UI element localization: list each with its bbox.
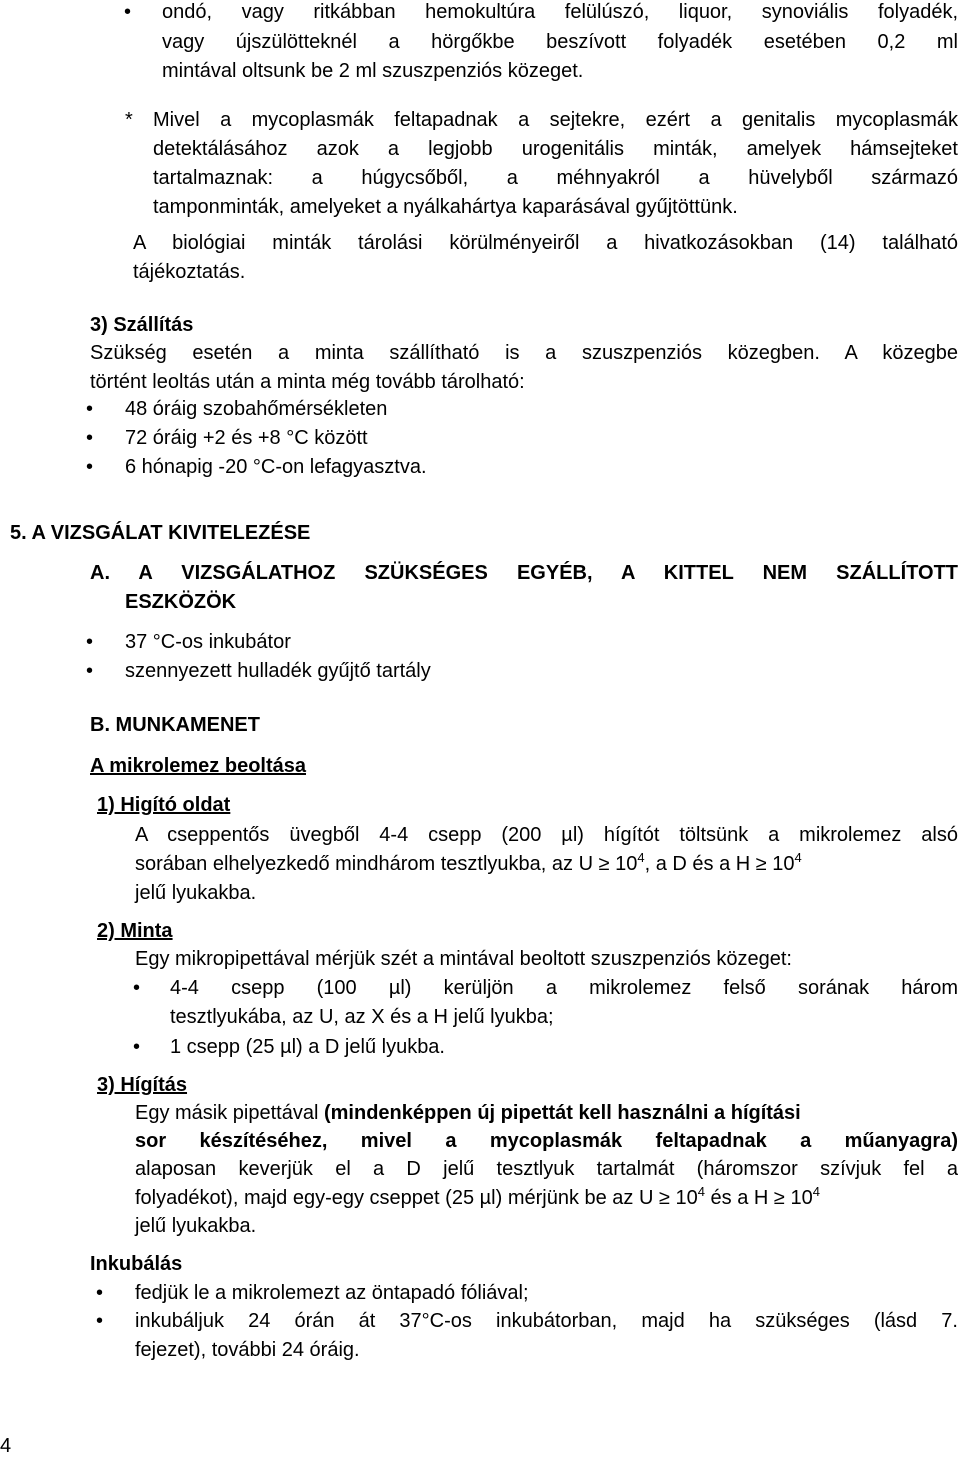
step-heading: 3) Hígítás: [97, 1074, 188, 1096]
text-fragment: sorában elhelyezkedő mindhárom tesztlyukba, az U ≥ 10: [135, 853, 638, 875]
list-item: 37 °C-os inkubátor: [125, 631, 291, 653]
text-line: mintával oltsunk be 2 ml szuszpenziós közeget.: [162, 60, 584, 82]
list-item-continuation: fejezet), további 24 óráig.: [135, 1339, 360, 1361]
text-line: detektálásához azok a legjobb urogenitális minták, amelyek hámsejteket: [153, 138, 958, 160]
text-line: A biológiai minták tárolási körülményeiről a hivatkozásokban (14) található: [133, 232, 958, 254]
text-fragment: Egy másik pipettával: [135, 1102, 324, 1124]
list-item: fedjük le a mikrolemezt az öntapadó fóliával;: [135, 1282, 529, 1304]
star-mark: *: [125, 109, 133, 131]
subsection-heading: B. MUNKAMENET: [90, 714, 260, 736]
text-line: alaposan keverjük el a D jelű tesztlyuk tartalmát (háromszor szívjuk fel a: [135, 1158, 958, 1180]
bullet-marker: [86, 426, 93, 450]
text-line: jelű lyukakba.: [135, 882, 257, 904]
bullet-marker: [86, 397, 93, 421]
list-item: 72 óráig +2 és +8 °C között: [125, 427, 368, 449]
section-heading: Inkubálás: [90, 1253, 183, 1275]
bullet-marker: [96, 1309, 103, 1333]
bullet-marker: [133, 976, 140, 1000]
text-fragment: folyadékot), majd egy-egy cseppet (25 µl) mérjünk be az U ≥ 10: [135, 1187, 698, 1209]
emphasis-text: (mindenképpen új pipettát kell használni a hígítási: [323, 1102, 801, 1124]
text-line: történt leoltás után a minta még tovább tárolható:: [90, 371, 525, 393]
procedure-heading: A mikrolemez beoltása: [90, 755, 307, 777]
step-heading: 2) Minta: [97, 920, 173, 942]
text-line: A cseppentős üvegből 4-4 csepp (200 µl) hígítót töltsünk a mikrolemez alsó: [135, 824, 958, 846]
text-line-with-exponents: [135, 852, 958, 876]
list-item: 48 óráig szobahőmérsékleten: [125, 398, 388, 420]
bullet-marker: [86, 455, 93, 479]
list-item: inkubáljuk 24 órán át 37°C-os inkubátorban, majd ha szükséges (lásd 7.: [135, 1310, 958, 1332]
text-line: vagy újszülötteknél a hörgőkbe beszívott folyadék esetében 0,2 ml: [162, 31, 958, 53]
page-number: 4: [0, 1435, 12, 1457]
list-item-continuation: tesztlyukába, az U, az X és a H jelű lyukba;: [170, 1006, 554, 1028]
exponent: 4: [812, 1184, 820, 1199]
section-heading: 3) Szállítás: [90, 314, 194, 336]
text-line: [135, 1101, 958, 1125]
list-item: 1 csepp (25 µl) a D jelű lyukba.: [170, 1036, 445, 1058]
text-fragment: , a D és a H ≥ 10: [644, 853, 795, 875]
bullet-marker: [96, 1281, 103, 1305]
text-line: Szükség esetén a minta szállítható is a szuszpenziós közegben. A közegbe: [90, 342, 958, 364]
text-line: ondó, vagy ritkábban hemokultúra felülúszó, liquor, synoviális folyadék,: [162, 1, 958, 23]
text-line: tamponminták, amelyeket a nyálkahártya kaparásával gyűjtöttünk.: [153, 196, 738, 218]
text-line: Mivel a mycoplasmák feltapadnak a sejtekre, ezért a genitalis mycoplasmák: [153, 109, 958, 131]
bullet-marker: [86, 630, 93, 654]
emphasis-text: sor készítéséhez, mivel a mycoplasmák feltapadnak a műanyagra): [135, 1130, 958, 1152]
exponent: 4: [794, 850, 802, 865]
bullet-marker: [133, 1035, 140, 1059]
subsection-heading: A. A VIZSGÁLATHOZ SZÜKSÉGES EGYÉB, A KITTEL NEM SZÁLLÍTOTT: [90, 562, 958, 584]
list-item: 6 hónapig -20 °C-on lefagyasztva.: [125, 456, 427, 478]
text-line: jelű lyukakba.: [135, 1215, 257, 1237]
text-line: tájékoztatás.: [133, 261, 246, 283]
list-item: szennyezett hulladék gyűjtő tartály: [125, 660, 431, 682]
text-line-with-exponents: [135, 1186, 820, 1210]
step-heading: 1) Higító oldat: [97, 794, 231, 816]
text-fragment: és a H ≥ 10: [705, 1187, 813, 1209]
text-line: tartalmaznak: a húgycsőből, a méhnyakról a hüvelyből származó: [153, 167, 958, 189]
list-item: 4-4 csepp (100 µl) kerüljön a mikrolemez felső sorának három: [170, 977, 958, 999]
exponent: 4: [697, 1184, 705, 1199]
exponent: 4: [637, 850, 645, 865]
subsection-heading: ESZKÖZÖK: [125, 591, 237, 613]
chapter-heading: 5. A VIZSGÁLAT KIVITELEZÉSE: [10, 522, 311, 544]
bullet-marker: [124, 0, 131, 24]
text-line: Egy mikropipettával mérjük szét a mintával beoltott szuszpenziós közeget:: [135, 948, 792, 970]
bullet-marker: [86, 659, 93, 683]
